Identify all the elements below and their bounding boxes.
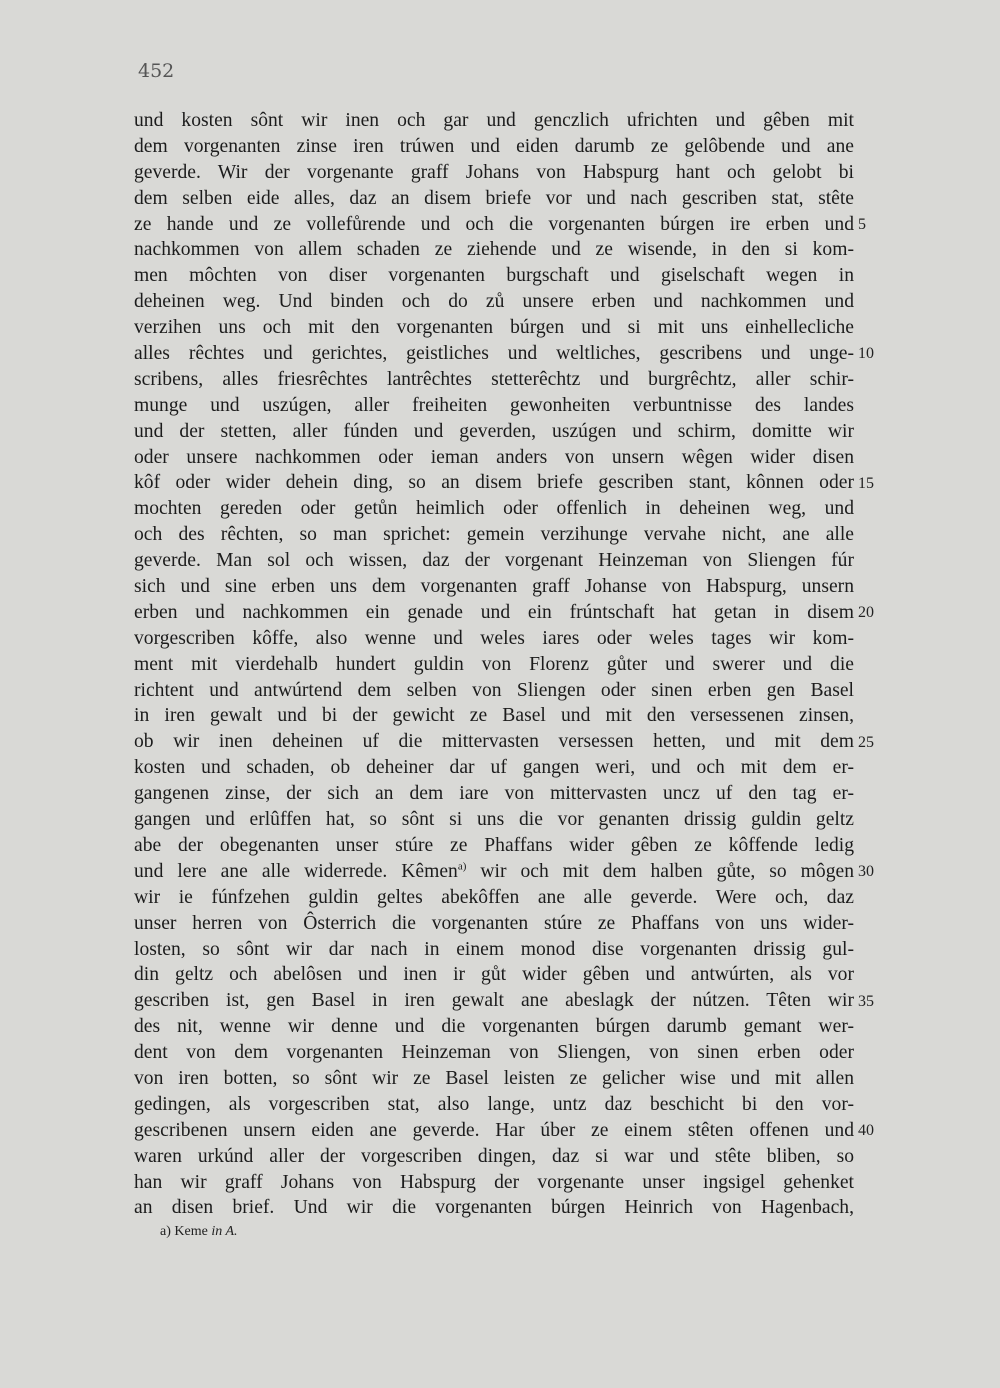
text-line: gangen und erlûffen hat, so sônt si uns die vor genanten drissig guldin geltz: [134, 809, 854, 831]
text-line: mochten gereden oder getůn heimlich oder offenlich in deheinen weg, und: [134, 498, 854, 520]
text-line-part: wir och mit dem halben gůte, so môgen: [466, 860, 854, 882]
text-line: losten, so sônt wir dar nach in einem monod dise vorgenanten drissig gul-: [134, 938, 854, 960]
margin-line-number: 30: [858, 863, 874, 881]
text-line: und der stetten, aller fúnden und geverden, uszúgen und schirm, domitte wir: [134, 420, 854, 442]
margin-line-number: 35: [858, 992, 874, 1010]
text-line: sich und sine erben uns dem vorgenanten graff Johanse von Habspurg, unsern: [134, 576, 854, 598]
text-line: [134, 859, 854, 885]
footnote-source: in A.: [211, 1224, 238, 1239]
text-line: munge und uszúgen, aller freiheiten gewonheiten verbuntnisse des landes: [134, 394, 854, 416]
text-line: men môchten von diser vorgenanten burgschaft und giselschaft wegen in: [134, 265, 854, 287]
text-line: deheinen weg. Und binden och do zů unsere erben und nachkommen und: [134, 291, 854, 313]
text-line: erben und nachkommen ein genade und ein frúntschaft hat getan in disem: [134, 601, 854, 623]
text-line: geverde. Wir der vorgenante graff Johans von Habspurg hant och gelobt bi: [134, 161, 854, 183]
text-line: gescribenen unsern eiden ane geverde. Har úber ze einem stêten offenen und: [134, 1119, 854, 1141]
text-line: kôf oder wider dehein ding, so an disem briefe gescriben stant, kônnen oder: [134, 472, 854, 494]
text-line: verzihen uns och mit den vorgenanten búrgen und si mit uns einhellecliche: [134, 317, 854, 339]
text-line: ze hande und ze vollefůrende und och die vorgenanten búrgen ire erben und: [134, 213, 854, 235]
margin-line-number: 40: [858, 1122, 874, 1140]
text-line: ment mit vierdehalb hundert guldin von Florenz gůter und swerer und die: [134, 653, 854, 675]
text-line: vorgescriben kôffe, also wenne und weles iares oder weles tages wir kom-: [134, 627, 854, 649]
text-line: abe der obegenanten unser stúre ze Phaffans wider gêben ze kôffende ledig: [134, 834, 854, 856]
text-line: ob wir inen deheinen uf die mittervasten versessen hetten, und mit dem: [134, 731, 854, 753]
text-line: waren urkúnd aller der vorgescriben dingen, daz si war und stête bliben, so: [134, 1145, 854, 1167]
margin-line-number: 5: [858, 215, 866, 233]
footnote-text: Keme: [174, 1224, 208, 1239]
text-line: wir ie fúnfzehen guldin geltes abekôffen ane alle geverde. Were och, daz: [134, 886, 854, 908]
footnote-reference: a): [457, 860, 467, 873]
margin-line-number: 15: [858, 474, 874, 492]
text-line: han wir graff Johans von Habspurg der vorgenante unser ingsigel gehenket: [134, 1171, 854, 1193]
page-number: 452: [138, 60, 175, 82]
text-line: dem vorgenanten zinse iren trúwen und eiden darumb ze gelôbende und ane: [134, 135, 854, 157]
text-line: oder unsere nachkommen oder ieman anders von unsern wêgen wider disen: [134, 446, 854, 468]
text-line: och des rêchten, so man sprichet: gemein verzihunge vervahe nicht, ane alle: [134, 524, 854, 546]
margin-line-number: 20: [858, 604, 874, 622]
text-line: von iren botten, so sônt wir ze Basel leisten ze gelicher wise und mit allen: [134, 1067, 854, 1089]
margin-line-number: 10: [858, 345, 874, 363]
text-line: gedingen, als vorgescriben stat, also lange, untz daz beschicht bi den vor-: [134, 1093, 854, 1115]
text-line: dent von dem vorgenanten Heinzeman von Sliengen, von sinen erben oder: [134, 1042, 854, 1064]
footnote-marker: a): [160, 1224, 171, 1239]
text-line: dem selben eide alles, daz an disem briefe vor und nach gescriben stat, stête: [134, 187, 854, 209]
text-line: kosten und schaden, ob deheiner dar uf gangen weri, und och mit dem er-: [134, 757, 854, 779]
text-line: gangenen zinse, der sich an dem iare von mittervasten uncz uf den tag er-: [134, 783, 854, 805]
text-line: und kosten sônt wir inen och gar und genczlich ufrichten und gêben mit: [134, 110, 854, 131]
text-line: scribens, alles friesrêchtes lantrêchtes stetterêchtz und burgrêchtz, aller schir-: [134, 368, 854, 390]
text-line: geverde. Man sol och wissen, daz der vorgenant Heinzeman von Sliengen fúr: [134, 550, 854, 572]
text-line: des nit, wenne wir denne und die vorgenanten búrgen darumb gemant wer-: [134, 1016, 854, 1038]
text-line: alles rêchtes und gerichtes, geistliches und weltliches, gescribens und unge-: [134, 343, 854, 365]
text-line: an disen brief. Und wir die vorgenanten búrgen Heinrich von Hagenbach,: [134, 1197, 854, 1219]
text-line: richtent und antwúrtend dem selben von Sliengen oder sinen erben gen Basel: [134, 679, 854, 701]
text-line: in iren gewalt und bi der gewicht ze Basel und mit den versessenen zinsen,: [134, 705, 854, 727]
footnote: [160, 1224, 238, 1240]
text-line: din geltz och abelôsen und inen ir gůt wider gêben und antwúrten, als vor: [134, 964, 854, 986]
margin-line-number: 25: [858, 733, 874, 751]
body-text: [134, 108, 854, 1221]
text-line-part: und lere ane alle widerrede. Kêmen: [134, 860, 458, 882]
text-line: nachkommen von allem schaden ze ziehende und ze wisende, in den si kom-: [134, 239, 854, 261]
text-line: unser herren von Ôsterrich die vorgenanten stúre ze Phaffans von uns wider-: [134, 912, 854, 934]
text-line: gescriben ist, gen Basel in iren gewalt ane abeslagk der nútzen. Têten wir: [134, 990, 854, 1012]
